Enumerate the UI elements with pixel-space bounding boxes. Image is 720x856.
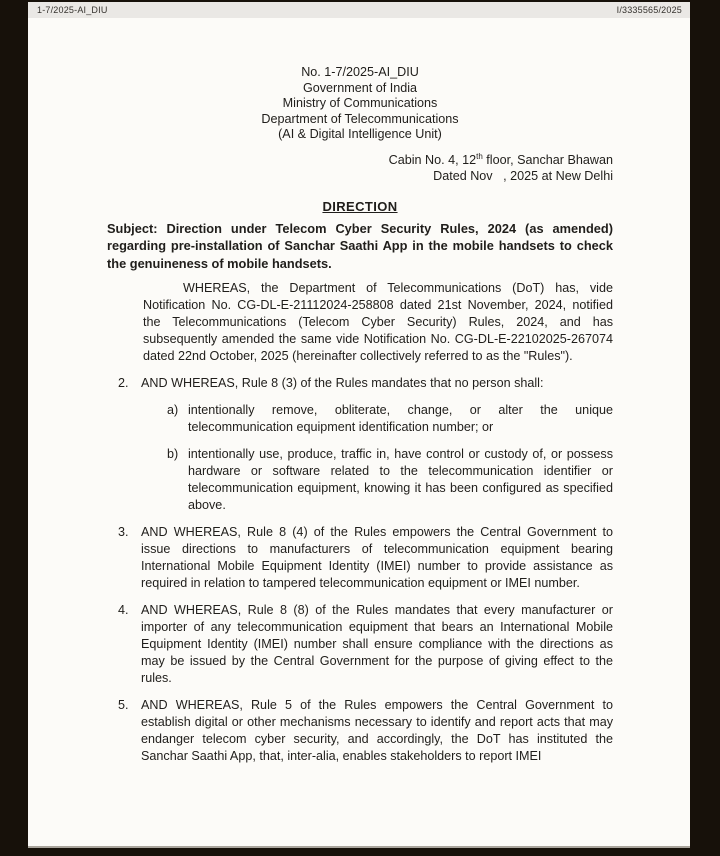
paragraph-text: AND WHEREAS, Rule 8 (4) of the Rules empowers the Central Government to issue directions to manufacturers of telecommunication equipment bearing International Mobile Equipment Identity (IMEI) number to provide assistance as required in relation to tampered telecommunication equipment or IMEI number. <box>141 525 613 591</box>
sub-item-a <box>167 402 613 436</box>
numbered-paragraph-3 <box>118 524 613 592</box>
paragraph-number: 3. <box>118 525 129 540</box>
paragraph-text: AND WHEREAS, Rule 8 (3) of the Rules mandates that no person shall: <box>141 376 544 391</box>
paragraph-number: 4. <box>118 603 129 618</box>
dated-line: Dated Nov , 2025 at New Delhi <box>433 169 613 184</box>
letterhead <box>107 65 613 143</box>
numbered-paragraph-2 <box>118 375 613 514</box>
direction-heading-text: DIRECTION <box>322 198 398 214</box>
sub-item-marker: a) <box>167 403 179 418</box>
address-line <box>107 152 613 169</box>
paragraph-text: AND WHEREAS, Rule 5 of the Rules empowers the Central Government to establish digital or other mechanisms necessary to identify and report acts that may endanger telecom cyber security, and accordingly, the DoT has instituted the Sanchar Saathi App, that, inter-alia, enables stakeholders to report IMEI <box>141 698 613 764</box>
address-building: floor, Sanchar Bhawan <box>482 152 613 167</box>
paragraph-number: 2. <box>118 376 129 391</box>
letterhead-department: Department of Telecommunications <box>261 111 459 126</box>
numbered-paragraph-4 <box>118 602 613 687</box>
letterhead-ministry: Ministry of Communications <box>282 96 438 111</box>
letterhead-file-number: No. 1-7/2025-AI_DIU <box>301 65 419 79</box>
sub-item-text: intentionally remove, obliterate, change, or alter the unique telecommunication equipment identification number; or <box>188 403 613 435</box>
letterhead-government: Government of India <box>302 80 418 95</box>
letterhead-unit: (AI & Digital Intelligence Unit) <box>278 127 442 142</box>
sub-item-b <box>167 446 613 514</box>
address-ordinal-suffix: th <box>476 151 483 161</box>
document-content <box>28 65 690 765</box>
file-reference-strip <box>28 2 690 18</box>
recital-paragraph: WHEREAS, the Department of Telecommunications (DoT) has, vide Notification No. CG-DL-E-21112024-258808 dated 21st November, 2024, notified the Telecommunications (Telecom Cyber Security) Rules, 2024, and has subsequently amended the same vide Notification No. CG-DL-E-22102025-267074 dated 22nd October, 2025 (hereinafter collectively referred to as the "Rules"). <box>143 281 613 364</box>
paragraph-number: 5. <box>118 698 129 713</box>
address-cabin: Cabin No. 4, 12 <box>388 152 477 167</box>
file-ref-right: I/3335565/2025 <box>616 5 682 15</box>
sub-item-text: intentionally use, produce, traffic in, have control or custody of, or possess hardware or software related to the telecommunication identifier or telecommunication equipment, knowing it has been configured as specified above. <box>188 447 613 513</box>
subject-line: Subject: Direction under Telecom Cyber Security Rules, 2024 (as amended) regarding pre-installation of Sanchar Saathi App in the mobile handsets to check the genuineness of mobile handsets. <box>107 220 613 271</box>
sub-item-marker: b) <box>167 447 179 462</box>
document-page <box>28 2 690 848</box>
file-ref-left: 1-7/2025-AI_DIU <box>37 5 108 15</box>
direction-heading <box>107 198 613 215</box>
paragraph-text: AND WHEREAS, Rule 8 (8) of the Rules mandates that every manufacturer or importer of any telecommunication equipment that bears an International Mobile Equipment Identity (IMEI) number shall ensure compliance with the directions as may be issued by the Central Government for the purpose of giving effect to the rules. <box>141 603 613 686</box>
numbered-paragraph-5 <box>118 697 613 765</box>
address-date-block <box>107 152 613 185</box>
